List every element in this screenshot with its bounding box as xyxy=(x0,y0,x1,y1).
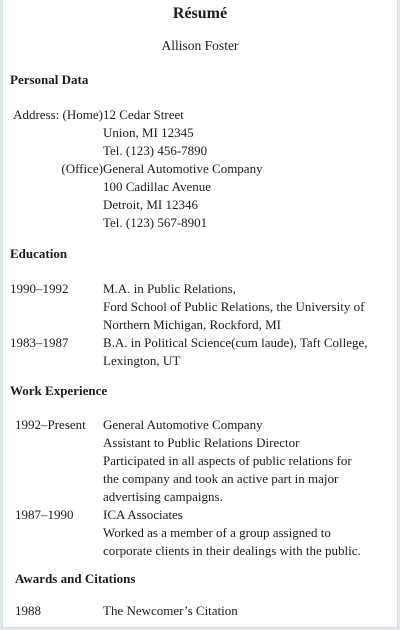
work-dates: 1987–1990 xyxy=(15,507,74,522)
awards-heading: Awards and Citations xyxy=(15,571,136,586)
work-experience-heading: Work Experience xyxy=(10,383,108,398)
resume-page xyxy=(3,0,397,627)
work-dates: 1992–Present xyxy=(15,417,86,432)
home-address-line: Union, MI 12345 xyxy=(103,125,194,140)
award-date: 1988 xyxy=(15,603,41,618)
office-address-line: 100 Cadillac Avenue xyxy=(103,179,212,194)
education-dates: 1983–1987 xyxy=(10,335,69,350)
work-line: the company and took an active part in major xyxy=(103,471,339,486)
office-address-line: Detroit, MI 12346 xyxy=(103,197,198,212)
education-dates: 1990–1992 xyxy=(10,281,69,296)
work-line: corporate clients in their dealings with the public. xyxy=(103,543,361,558)
work-line: General Automotive Company xyxy=(103,417,263,432)
home-address-line: 12 Cedar Street xyxy=(103,107,184,122)
work-line: ICA Associates xyxy=(103,507,183,522)
education-line: M.A. in Public Relations, xyxy=(103,281,236,296)
address-office-label: (Office) xyxy=(61,161,103,176)
education-line: Northern Michigan, Rockford, MI xyxy=(103,317,281,332)
office-address-line: Tel. (123) 567-8901 xyxy=(103,215,208,230)
work-line: Participated in all aspects of public relations for xyxy=(103,453,352,468)
office-address-line: General Automotive Company xyxy=(103,161,263,176)
work-line: advertising campaigns. xyxy=(103,489,223,504)
education-line: Lexington, UT xyxy=(103,353,181,368)
work-line: Worked as a member of a group assigned to xyxy=(103,525,331,540)
personal-data-heading: Personal Data xyxy=(10,72,89,87)
resume-title: Résumé xyxy=(172,5,228,22)
education-heading: Education xyxy=(10,246,68,261)
address-home-label: Address: (Home) xyxy=(13,107,103,122)
award-line: The Newcomer’s Citation xyxy=(103,603,238,618)
work-line: Assistant to Public Relations Director xyxy=(103,435,300,450)
education-line: Ford School of Public Relations, the University of xyxy=(103,299,365,314)
home-address-line: Tel. (123) 456-7890 xyxy=(103,143,208,158)
education-line: B.A. in Political Science(cum laude), Taft College, xyxy=(103,335,368,350)
applicant-name: Allison Foster xyxy=(161,38,239,53)
